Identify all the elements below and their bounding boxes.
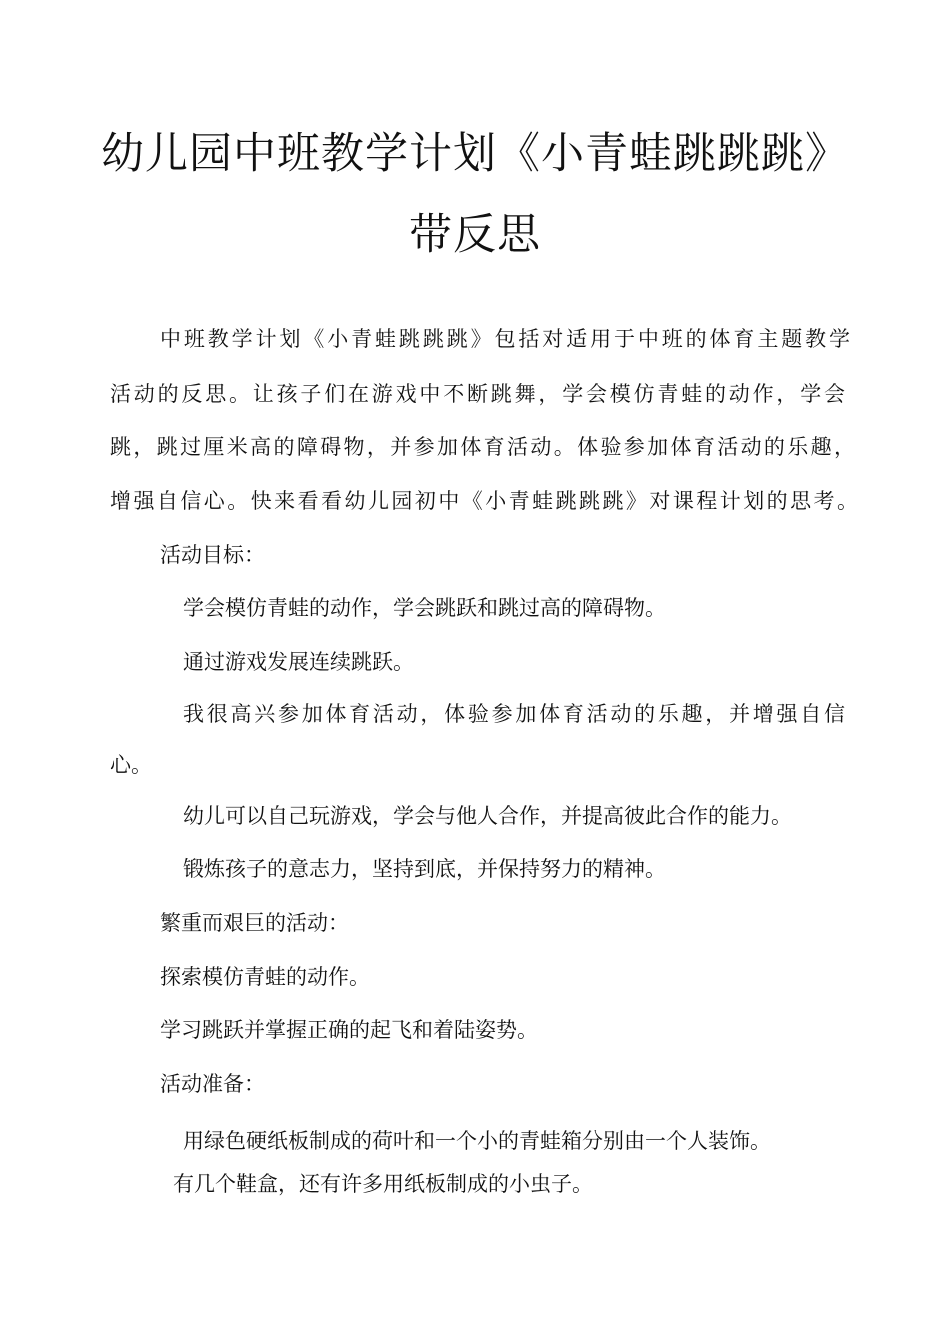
- intro-line-3: 跳，跳过厘米高的障碍物，并参加体育活动。体验参加体育活动的乐趣，: [110, 435, 855, 459]
- goals-heading: 活动目标：: [160, 543, 265, 567]
- intro-line-4: 增强自信心。快来看看幼儿园初中《小青蛙跳跳跳》对课程计划的思考。: [110, 489, 858, 513]
- difficulty-item: 探索模仿青蛙的动作。: [160, 965, 370, 989]
- prep-heading: 活动准备：: [160, 1072, 265, 1096]
- intro-line-1: 中班教学计划《小青蛙跳跳跳》包括对适用于中班的体育主题教学: [160, 327, 850, 351]
- goal-item: 学会模仿青蛙的动作，学会跳跃和跳过高的障碍物。: [183, 596, 666, 620]
- goal-item: 锻炼孩子的意志力，坚持到底，并保持努力的精神。: [183, 857, 666, 881]
- intro-line-2: 活动的反思。让孩子们在游戏中不断跳舞，学会模仿青蛙的动作，学会: [110, 382, 845, 406]
- goal-item: 幼儿可以自己玩游戏，学会与他人合作，并提高彼此合作的能力。: [183, 804, 792, 828]
- difficulty-item: 学习跳跃并掌握正确的起飞和着陆姿势。: [160, 1018, 538, 1042]
- difficulty-heading: 繁重而艰巨的活动：: [160, 911, 349, 935]
- goal-item: 我很高兴参加体育活动，体验参加体育活动的乐趣，并增强自信: [183, 702, 845, 726]
- prep-item: 有几个鞋盒，还有许多用纸板制成的小虫子。: [173, 1172, 593, 1196]
- prep-item: 用绿色硬纸板制成的荷叶和一个小的青蛙箱分别由一个人装饰。: [183, 1129, 771, 1153]
- document-title-line-1: 幼儿园中班教学计划《小青蛙跳跳跳》: [101, 129, 849, 179]
- goal-item: 通过游戏发展连续跳跃。: [183, 650, 414, 674]
- goal-item-continued: 心。: [110, 753, 152, 777]
- document-title-line-2: 带反思: [409, 210, 541, 260]
